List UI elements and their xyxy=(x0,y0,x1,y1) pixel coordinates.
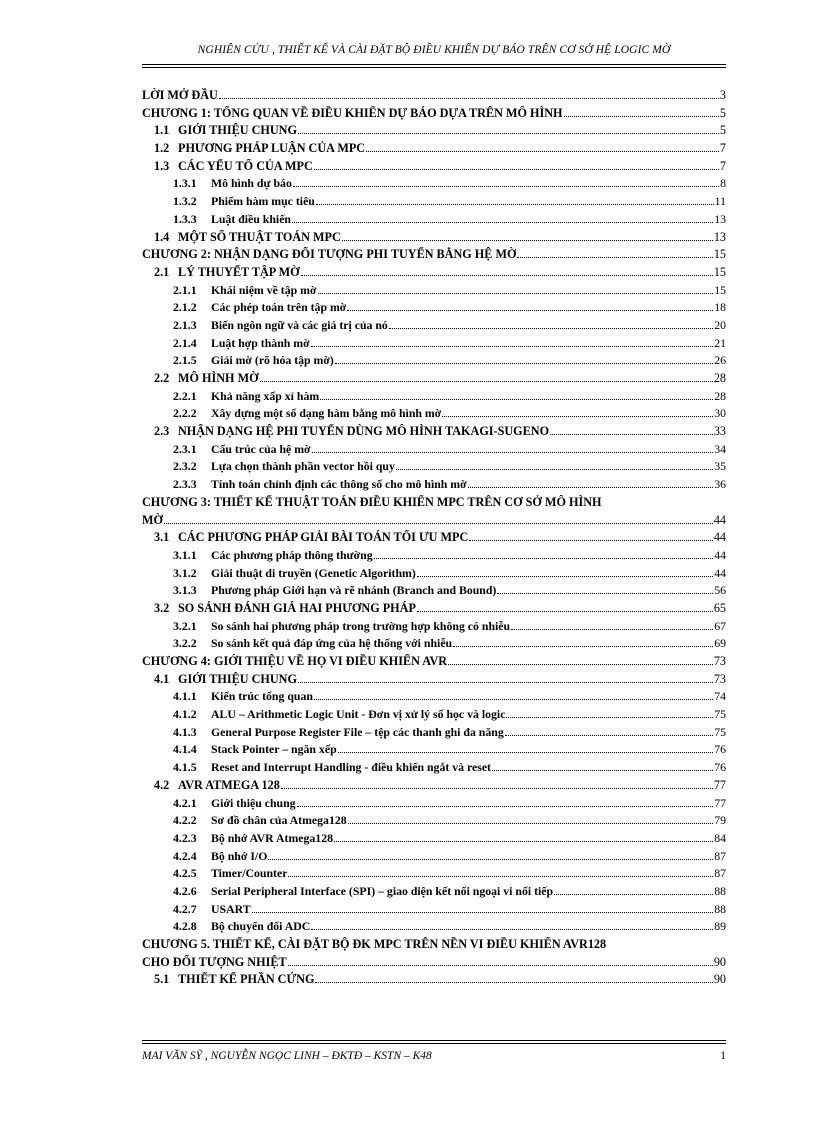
toc-entry-title: CHO ĐỐI TƯỢNG NHIỆT xyxy=(142,954,287,969)
toc-entry-page: 7 xyxy=(719,158,726,173)
toc-entry[interactable] xyxy=(142,141,726,159)
toc-entry-title: Luật điều khiển xyxy=(211,211,291,226)
toc-entry-number: 2.1.2 xyxy=(173,300,197,315)
toc-entry-page: 5 xyxy=(719,123,726,138)
toc-entry[interactable] xyxy=(142,389,726,407)
toc-entry[interactable] xyxy=(142,176,726,194)
toc-entry[interactable] xyxy=(142,760,726,778)
toc-entry-number: 2.1.1 xyxy=(173,282,197,297)
toc-entry[interactable] xyxy=(142,972,726,990)
toc-entry-page: 11 xyxy=(714,194,726,209)
toc-entry[interactable] xyxy=(142,866,726,884)
running-footer xyxy=(142,1050,726,1062)
toc-entry-title: Giải mờ (rõ hóa tập mờ) xyxy=(211,353,334,368)
toc-dot-leader xyxy=(314,169,719,170)
toc-entry-title: SO SÁNH ĐÁNH GIÁ HAI PHƯƠNG PHÁP xyxy=(178,600,416,615)
toc-entry-number: 4.2.4 xyxy=(173,848,197,863)
toc-dot-leader xyxy=(417,576,713,577)
toc-entry-page: 44 xyxy=(713,512,726,527)
toc-entry-title: Bộ chuyển đổi ADC xyxy=(211,919,311,934)
toc-entry-number: 3.1.2 xyxy=(173,565,197,580)
toc-entry-title: USART xyxy=(211,901,251,916)
toc-entry-page: 20 xyxy=(714,317,726,332)
toc-entry-title: PHƯƠNG PHÁP LUẬN CỦA MPC xyxy=(178,141,366,156)
toc-dot-leader xyxy=(311,346,714,347)
toc-entry-title: Các phương pháp thông thường xyxy=(211,547,373,562)
toc-entry-title: Timer/Counter xyxy=(211,866,288,881)
toc-entry-title: So sánh hai phương pháp trong trường hợp không có nhiễu xyxy=(211,618,511,633)
toc-entry-title: GIỚI THIỆU CHUNG xyxy=(178,123,297,138)
toc-entry[interactable] xyxy=(142,672,726,690)
toc-entry-page: 15 xyxy=(713,264,726,279)
toc-entry-number: 2.2 xyxy=(154,371,170,385)
toc-entry-title: THIẾT KẾ PHẦN CỨNG xyxy=(178,972,315,987)
toc-entry-page: 87 xyxy=(714,848,726,863)
toc-entry[interactable] xyxy=(142,601,726,619)
toc-entry-number: 3.1 xyxy=(154,530,170,545)
toc-dot-leader xyxy=(252,912,714,913)
toc-entry-title: Serial Peripheral Interface (SPI) – giao diện kết nối ngoại vi nối tiếp xyxy=(211,883,554,898)
toc-entry-title: Tính toán chỉnh định các thông số cho mô hình mờ xyxy=(211,477,467,492)
toc-entry-page: 15 xyxy=(714,282,726,297)
toc-entry-number: 2.3 xyxy=(154,424,170,439)
toc-entry[interactable] xyxy=(142,849,726,867)
toc-dot-leader xyxy=(315,982,712,983)
toc-dot-leader xyxy=(517,257,712,258)
toc-dot-leader xyxy=(505,735,713,736)
toc-entry-number: 3.1.3 xyxy=(173,583,197,598)
toc-dot-leader xyxy=(374,558,714,559)
toc-entry-title: Bộ nhớ I/O xyxy=(211,848,268,863)
toc-entry-number: 4.1.1 xyxy=(173,689,197,704)
toc-entry-number: 4.2.2 xyxy=(173,813,197,828)
toc-dot-leader xyxy=(468,487,714,488)
toc-entry[interactable] xyxy=(142,530,726,548)
toc-dot-leader xyxy=(316,204,714,205)
toc-entry-title: NHẬN DẠNG HỆ PHI TUYẾN DÙNG MÔ HÌNH TAKAGI-SUGENO xyxy=(178,424,550,439)
toc-entry-title: Phiếm hàm mục tiêu xyxy=(211,194,315,209)
toc-entry[interactable] xyxy=(142,283,726,301)
toc-entry-number: 3.2 xyxy=(154,600,170,615)
toc-entry[interactable] xyxy=(142,583,726,601)
toc-entry-number: 1.4 xyxy=(154,229,170,244)
toc-entry-title: Mô hình dự báo xyxy=(211,176,292,191)
toc-entry[interactable] xyxy=(142,424,726,442)
toc-entry-page: 76 xyxy=(714,742,726,757)
toc-entry-page: 84 xyxy=(714,830,726,845)
toc-entry-page: 7 xyxy=(719,141,726,156)
toc-entry-title: Khả năng xấp xỉ hàm xyxy=(211,388,320,403)
toc-entry-number: 1.2 xyxy=(154,141,170,156)
toc-dot-leader xyxy=(442,416,713,417)
toc-entry-page: 26 xyxy=(714,353,726,368)
toc-dot-leader xyxy=(288,965,713,966)
toc-entry[interactable] xyxy=(142,636,726,654)
toc-entry-title: Lựa chọn thành phần vector hồi quy xyxy=(211,459,395,474)
toc-entry[interactable] xyxy=(142,442,726,460)
toc-entry-page: 44 xyxy=(713,530,726,545)
toc-entry-number: 5.1 xyxy=(154,972,170,987)
toc-entry[interactable] xyxy=(142,725,726,743)
toc-entry-page: 44 xyxy=(714,565,726,580)
toc-entry-number: 4.1.5 xyxy=(173,760,197,775)
toc-entry-number: 1.1 xyxy=(154,123,170,138)
toc-entry-number: 3.2.2 xyxy=(173,636,197,651)
toc-entry-title: CHƯƠNG 3: THIẾT KẾ THUẬT TOÁN ĐIỀU KHIỂN MPC TRÊN CƠ SỞ MÔ HÌNH xyxy=(142,494,602,509)
toc-entry[interactable] xyxy=(142,813,726,831)
toc-entry-page: 8 xyxy=(720,176,726,191)
toc-dot-leader xyxy=(335,363,713,364)
toc-dot-leader xyxy=(334,841,713,842)
toc-entry-number: 4.2.7 xyxy=(173,901,197,916)
toc-entry-page: 74 xyxy=(714,689,726,704)
toc-entry-page: 89 xyxy=(714,919,726,934)
toc-entry-number: 4.2.6 xyxy=(173,883,197,898)
toc-entry-page: 69 xyxy=(714,636,726,651)
toc-entry-title: CHƯƠNG 4: GIỚI THIỆU VỀ HỌ VI ĐIỀU KHIỂN AVR xyxy=(142,654,448,668)
toc-entry-number: 1.3.1 xyxy=(173,176,197,191)
toc-entry-title: So sánh kết quả đáp ứng của hệ thống với nhiễu xyxy=(211,636,453,651)
toc-entry[interactable] xyxy=(142,371,726,389)
toc-entry-number: 3.2.1 xyxy=(173,618,197,633)
toc-dot-leader xyxy=(347,310,713,311)
toc-entry-number: 4.2.1 xyxy=(173,795,197,810)
toc-entry[interactable] xyxy=(142,742,726,760)
toc-entry-number: 4.1.2 xyxy=(173,707,197,722)
toc-entry[interactable] xyxy=(142,955,726,973)
toc-entry-title: Biến ngôn ngữ và các giá trị của nó xyxy=(211,317,388,332)
toc-entry-page: 90 xyxy=(713,972,726,987)
toc-entry-number: 2.2.2 xyxy=(173,406,197,421)
toc-entry-number: 4.2.8 xyxy=(173,919,197,934)
toc-dot-leader xyxy=(260,381,713,382)
toc-entry[interactable] xyxy=(142,318,726,336)
toc-entry-page: 56 xyxy=(714,583,726,598)
toc-entry[interactable] xyxy=(142,566,726,584)
toc-dot-leader xyxy=(564,116,719,117)
toc-dot-leader xyxy=(342,240,713,241)
toc-entry[interactable] xyxy=(142,336,726,354)
toc-dot-leader xyxy=(297,806,714,807)
toc-dot-leader xyxy=(453,646,713,647)
toc-entry-page: 77 xyxy=(713,777,726,792)
toc-entry-title: CÁC YẾU TỐ CỦA MPC xyxy=(178,158,313,173)
toc-entry-number: 4.1 xyxy=(154,671,170,686)
toc-entry-page: 77 xyxy=(714,795,726,810)
toc-entry-page: 75 xyxy=(714,724,726,739)
toc-dot-leader xyxy=(281,788,713,789)
toc-entry-title: Reset and Interrupt Handling - điều khiển ngắt và reset xyxy=(211,760,491,775)
toc-dot-leader xyxy=(389,328,713,329)
toc-entry[interactable] xyxy=(142,884,726,902)
toc-entry[interactable] xyxy=(142,123,726,141)
toc-entry-page: 5 xyxy=(719,105,726,120)
toc-entry-page: 34 xyxy=(714,441,726,456)
footer-authors: MAI VĂN SỸ , NGUYỄN NGỌC LINH – ĐKTĐ – KSTN – K48 xyxy=(142,1050,432,1062)
toc-dot-leader xyxy=(164,523,713,524)
toc-dot-leader xyxy=(293,186,719,187)
toc-entry-page: 90 xyxy=(713,954,726,969)
header-rule-top xyxy=(142,64,726,65)
toc-entry-number: 4.2 xyxy=(154,777,170,792)
toc-entry-number: 3.1.1 xyxy=(173,547,197,562)
toc-entry-page: 73 xyxy=(713,654,726,668)
toc-entry-title: ALU – Arithmetic Logic Unit - Đơn vị xử lý số học và logic xyxy=(211,707,506,722)
toc-entry-title: Xây dựng một số dạng hàm bằng mô hình mờ xyxy=(211,406,442,421)
toc-entry-number: 4.1.4 xyxy=(173,742,197,757)
toc-entry-title: LÝ THUYẾT TẬP MỜ xyxy=(178,264,300,279)
toc-dot-leader xyxy=(338,752,714,753)
toc-entry-number: 2.2.1 xyxy=(173,388,197,403)
toc-entry-page: 33 xyxy=(713,424,726,439)
toc-dot-leader xyxy=(298,682,713,683)
toc-entry[interactable] xyxy=(142,459,726,477)
toc-entry-page: 88 xyxy=(714,901,726,916)
toc-entry[interactable] xyxy=(142,194,726,212)
toc-entry[interactable] xyxy=(142,353,726,371)
toc-dot-leader xyxy=(492,770,713,771)
toc-entry[interactable] xyxy=(142,619,726,637)
toc-dot-leader xyxy=(448,664,713,665)
toc-entry-title: Stack Pointer – ngăn xếp xyxy=(211,742,337,757)
toc-entry-number: 2.1 xyxy=(154,264,170,279)
toc-entry-title: CHƯƠNG 2: NHẬN DẠNG ĐỐI TƯỢNG PHI TUYẾN BẰNG HỆ MỜ xyxy=(142,247,517,262)
toc-dot-leader xyxy=(301,275,713,276)
toc-entry[interactable] xyxy=(142,919,726,937)
toc-entry[interactable] xyxy=(142,247,726,265)
toc-entry[interactable] xyxy=(142,831,726,849)
toc-entry-page: 15 xyxy=(713,247,726,262)
toc-entry-number: 2.3.3 xyxy=(173,477,197,492)
toc-dot-leader xyxy=(550,434,713,435)
toc-entry-title: Luật hợp thành mờ xyxy=(211,335,310,350)
toc-entry-title: MÔ HÌNH MỜ xyxy=(178,371,259,385)
toc-dot-leader xyxy=(288,876,713,877)
toc-entry-page: 13 xyxy=(713,229,726,244)
toc-dot-leader xyxy=(469,540,713,541)
toc-entry-title: Phương pháp Giới hạn và rẽ nhánh (Branch and Bound) xyxy=(211,583,497,598)
toc-entry-page: 87 xyxy=(714,866,726,881)
toc-dot-leader xyxy=(497,593,713,594)
toc-entry[interactable] xyxy=(142,300,726,318)
toc-entry-page: 21 xyxy=(714,335,726,350)
toc-entry-page: 79 xyxy=(714,813,726,828)
toc-entry-title: Kiến trúc tổng quan xyxy=(211,689,313,704)
toc-dot-leader xyxy=(314,699,713,700)
toc-entry-page: 36 xyxy=(714,477,726,492)
toc-entry-title: Khái niệm về tập mờ xyxy=(211,282,317,297)
toc-entry-page: 65 xyxy=(713,600,726,615)
footer-page-number: 1 xyxy=(720,1050,726,1062)
toc-dot-leader xyxy=(506,717,713,718)
toc-entry-number: 2.3.1 xyxy=(173,441,197,456)
toc-entry-title: MỘT SỐ THUẬT TOÁN MPC xyxy=(178,229,341,244)
toc-entry-title: MỜ xyxy=(142,512,163,527)
toc-entry[interactable] xyxy=(142,689,726,707)
toc-entry-number: 4.2.3 xyxy=(173,830,197,845)
toc-dot-leader xyxy=(366,151,719,152)
toc-entry[interactable] xyxy=(142,937,726,955)
footer-rule-bottom xyxy=(142,1043,726,1044)
toc-entry[interactable] xyxy=(142,654,726,672)
toc-entry-title: CÁC PHƯƠNG PHÁP GIẢI BÀI TOÁN TỐI ƯU MPC xyxy=(178,530,469,545)
toc-entry-page: 28 xyxy=(714,388,726,403)
toc-dot-leader xyxy=(298,133,719,134)
toc-dot-leader xyxy=(318,293,714,294)
toc-entry-number: 1.3.3 xyxy=(173,211,197,226)
toc-entry-page: 28 xyxy=(713,371,726,385)
toc-entry-page: 44 xyxy=(714,547,726,562)
header-rule-bottom xyxy=(142,67,726,68)
toc-dot-leader xyxy=(348,823,714,824)
toc-dot-leader xyxy=(268,859,713,860)
toc-dot-leader xyxy=(396,469,713,470)
toc-entry-title: GIỚI THIỆU CHUNG xyxy=(178,671,297,686)
toc-entry-page: 30 xyxy=(714,406,726,421)
toc-entry[interactable] xyxy=(142,159,726,177)
toc-entry-page: 67 xyxy=(714,618,726,633)
toc-entry[interactable] xyxy=(142,778,726,796)
toc-dot-leader xyxy=(417,611,713,612)
table-of-contents xyxy=(142,88,726,990)
toc-entry-page: 73 xyxy=(713,671,726,686)
toc-dot-leader xyxy=(219,98,719,99)
toc-entry-page: 35 xyxy=(714,459,726,474)
toc-entry[interactable] xyxy=(142,495,726,513)
toc-entry[interactable] xyxy=(142,707,726,725)
toc-entry-page: 88 xyxy=(714,883,726,898)
toc-entry-page: 3 xyxy=(719,88,726,102)
footer-rule-top xyxy=(142,1040,726,1041)
toc-entry[interactable] xyxy=(142,88,726,106)
toc-entry-number: 4.1.3 xyxy=(173,724,197,739)
toc-entry-title: AVR ATMEGA 128 xyxy=(178,777,280,792)
toc-entry-number: 1.3 xyxy=(154,158,170,173)
toc-dot-leader xyxy=(312,452,714,453)
toc-entry[interactable] xyxy=(142,230,726,248)
running-header: NGHIÊN CỨU , THIẾT KẾ VÀ CÀI ĐẶT BỘ ĐIỀU KHIỂN DỰ BÁO TRÊN CƠ SỞ HỆ LOGIC MỜ xyxy=(197,44,671,56)
toc-entry[interactable] xyxy=(142,265,726,283)
toc-dot-leader xyxy=(292,222,713,223)
toc-entry-page: 76 xyxy=(714,760,726,775)
toc-entry-page: 75 xyxy=(714,707,726,722)
toc-entry-title: Bộ nhớ AVR Atmega128 xyxy=(211,830,334,845)
toc-entry-title: Cấu trúc của hệ mờ xyxy=(211,441,311,456)
toc-dot-leader xyxy=(311,929,713,930)
toc-entry-number: 4.2.5 xyxy=(173,866,197,881)
toc-entry[interactable] xyxy=(142,477,726,495)
toc-dot-leader xyxy=(511,629,713,630)
toc-entry-title: CHƯƠNG 5. THIẾT KẾ, CÀI ĐẶT BỘ ĐK MPC TRÊN NỀN VI ĐIỀU KHIỂN AVR128 xyxy=(142,937,607,951)
toc-entry-title: Giới thiệu chung xyxy=(211,795,296,810)
toc-entry[interactable] xyxy=(142,902,726,920)
toc-entry-title: LỜI MỞ ĐẦU xyxy=(142,88,218,102)
toc-entry-number: 2.3.2 xyxy=(173,459,197,474)
toc-entry-number: 1.3.2 xyxy=(173,194,197,209)
toc-entry[interactable] xyxy=(142,796,726,814)
toc-entry[interactable] xyxy=(142,212,726,230)
toc-entry-page: 13 xyxy=(714,211,726,226)
toc-entry[interactable] xyxy=(142,513,726,531)
toc-entry[interactable] xyxy=(142,406,726,424)
toc-entry-page: 18 xyxy=(714,300,726,315)
toc-entry-number: 2.1.3 xyxy=(173,317,197,332)
toc-entry-title: Các phép toán trên tập mờ xyxy=(211,300,347,315)
toc-dot-leader xyxy=(320,399,713,400)
toc-entry[interactable] xyxy=(142,548,726,566)
toc-entry-number: 2.1.4 xyxy=(173,335,197,350)
toc-dot-leader xyxy=(554,894,713,895)
toc-entry-number: 2.1.5 xyxy=(173,353,197,368)
toc-entry-title: Sơ đồ chân của Atmega128 xyxy=(211,813,347,828)
toc-entry-title: Giải thuật di truyền (Genetic Algorithm) xyxy=(211,565,416,580)
toc-entry[interactable] xyxy=(142,106,726,124)
toc-entry-title: General Purpose Register File – tệp các thanh ghi đa năng xyxy=(211,724,504,739)
toc-entry-title: CHƯƠNG 1: TỔNG QUAN VỀ ĐIỀU KHIỂN DỰ BÁO DỰA TRÊN MÔ HÌNH xyxy=(142,105,563,120)
